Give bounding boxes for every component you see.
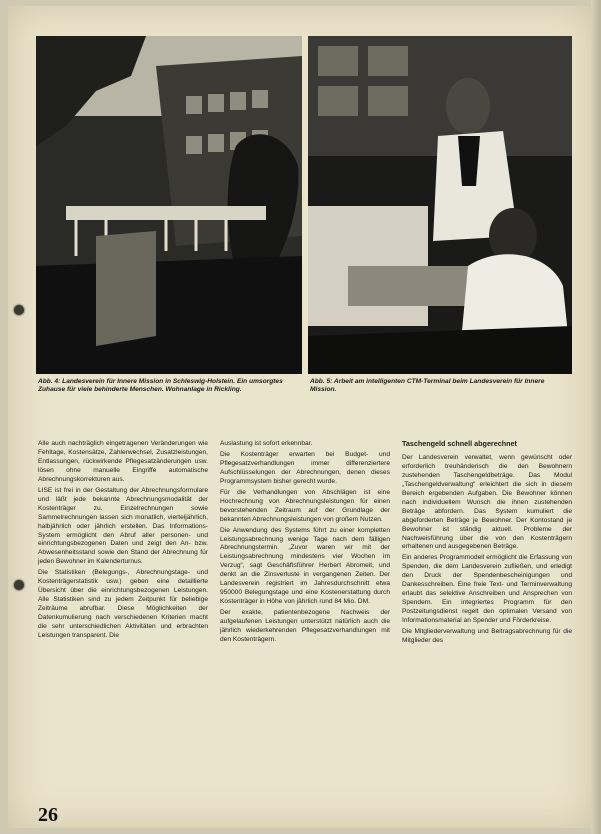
paragraph: Der Landesverein verwaltet, wenn gewünscht oder erforderlich treuhänderisch die den Bewohnern zustehenden Taschengeldbeträge. Das Modul „Taschengeldverwaltung“ erleichtert die sich in diesem Bereich ergebenden Aufgaben. Die Bewohner können nach individuellem Wunsch die ihnen zustehenden Beträge abfordern. Das System kumuliert die abgeforderten Beträge je Bewohner. Der Kontostand je Bewohner ist ständig aktuell. Probleme der Nachweisführung über die von den Kostenträgern erhaltenen und ausgegebenen Beträge. (402, 453, 572, 551)
paragraph: Der exakte, patientenbezogene Nachweis der aufgelaufenen Leistungen unterstützt natürlich auch die jährlich wiederkehrenden Pflegesatzverhandlungen mit den Kostenträgern. (220, 609, 390, 644)
photo-residential-building (36, 36, 302, 374)
text-column-left (38, 440, 208, 643)
paragraph: Die Anwendung des Systems führt zu einer kompletten Leistungsabrechnung wenige Tage nach dem fälligen Abrechnungstermin. „Zuvor waren wir mit der Leistungsabrechnung mindestens vier Wochen im Verzug“, sagt Geschäftsführer Herbert Abromeit, und denkt an die Zinsverluste in vergangenen Zeiten. Der Landesverein registriert im Jahresdurchschnitt etwa 950000 Belegungstage und eine Kostenerstattung durch Kostenträger in Höhe von jährlich rund 84 Mio. DM. (220, 526, 390, 606)
page-edge (591, 0, 601, 834)
figure-4-caption: Abb. 4: Landesverein für Innere Mission in Schleswig-Holstein. Ein umsorgtes Zuhause für viele behinderte Menschen. Wohnanlage in Rickling. (38, 378, 283, 394)
punch-hole (14, 305, 24, 315)
paragraph: Die Mitgliederverwaltung und Beitragsabrechnung für die Mitglieder des (402, 628, 572, 645)
paragraph: Auslastung ist sofort erkennbar. (220, 440, 313, 447)
paragraph: Für die Verhandlungen von Abschlägen ist eine Hochrechnung von Abrechnungsleistungen für einen bevorstehenden Zeitraum auf der Grundlage der bekannten Abrechnungsleistungen von großem Nutzen. (220, 488, 390, 523)
section-heading: Taschengeld schnell abgerechnet (402, 439, 517, 448)
paragraph: Die Statistiken (Belegungs-, Abrechnungstage- und Kostenträgerstatistik usw.) geben eine detaillierte Übersicht über die einrichtungsbezogenen Leistungen. Alle Statistiken sind zu jedem Zeitpunkt für beliebige Zeiträume abrufbar. Diese Möglichkeiten der Datenkumulierung nach verschiedenen Kriterien macht die sehr unterschiedlichen Aktivitäten und erbrachten Leistungen transparent. Die (38, 569, 208, 640)
punch-hole (14, 580, 24, 590)
figure-5-caption: Abb. 5: Arbeit am intelligenten CTM-Terminal beim Landesverein für Innere Mission. (310, 378, 545, 394)
text-column-right (402, 440, 572, 648)
paragraph: Ein anderes Programmodell ermöglicht die Erfassung von Spenden, die dem Landesverein zufließen, und erledigt den Druck der Spendenbescheinigungen und Dankesschreiben. Eine freie Text- und Terminverwaltung erlaubt das selektive Anschreiben und Ansprechen von Spendern. Ein integriertes Programm für den Postzeitungsdienst regelt den optimalen Versand von Informationsmaterial an Spender und Förderkreise. (402, 554, 572, 625)
paragraph: Alle auch nachträglich eingetragenen Veränderungen wie Fehltage, Kostensätze, Zahlerwechsel, Zusatzleistungen, Entlassungen, rückwirkende Pflegesatzänderungen usw. lösen ohne manuelle Eingriffe automatische Abrechnungskorrekturen aus. (38, 440, 208, 483)
paragraph: Die Kostenträger erwarten bei Budget- und Pflegesatzverhandlungen immer differenziertere Aufschlüsselungen der Abrechnungen, denen dieses Programmsystem bisher gerecht wurde. (220, 450, 390, 485)
photo-terminal-work (308, 36, 572, 374)
magazine-page (8, 6, 592, 828)
paragraph: LISE ist frei in der Gestaltung der Abrechnungsformulare und läßt jede bekannte Abrechnungsmodalität der Kostenträger zu. Einzelrechnungen sowie Sammelrechnungen lassen sich monatlich, vierteljährlich, halbjährlich oder jährlich erstellen. Das Informations-System ermöglicht den Abruf aller personen- und einrichtungsbezogenen Daten und zeigt den An- bzw. Abwesenheitsstand sowie den Stand der Abrechnung für jeden Bewohner im Kalenderturnus. (38, 486, 208, 566)
page-number: 26 (38, 804, 58, 826)
text-column-middle (220, 440, 390, 647)
